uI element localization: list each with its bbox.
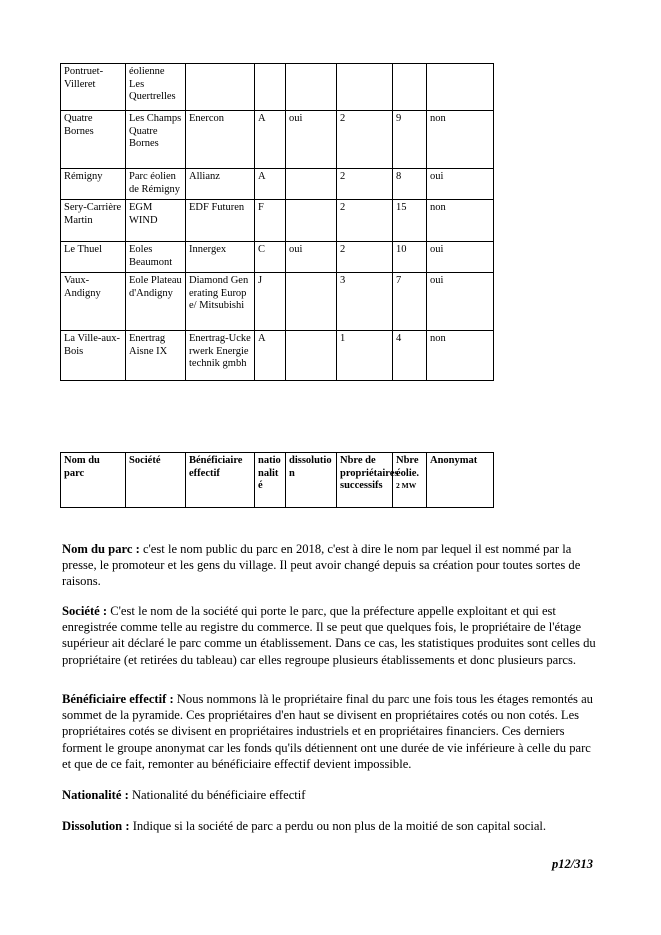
header-dissolution: dissolution [286, 453, 337, 508]
column-header-table [60, 452, 494, 508]
cell-nationalite: A [255, 169, 286, 200]
cell-eoliennes: 15 [393, 200, 427, 242]
cell-societe: EGM WIND [126, 200, 186, 242]
cell-societe: Eole Plateau d'Andigny [126, 273, 186, 331]
cell-beneficiaire: Allianz [186, 169, 255, 200]
page-number: p12/313 [552, 857, 593, 871]
cell-beneficiaire: Enercon [186, 111, 255, 169]
cell-dissolution [286, 273, 337, 331]
cell-nom: Pontruet-Villeret [61, 64, 126, 111]
header-societe: Société [126, 453, 186, 508]
cell-proprietaires: 2 [337, 242, 393, 273]
cell-anonymat: oui [427, 169, 494, 200]
cell-nom: Le Thuel [61, 242, 126, 273]
table-row [61, 64, 494, 111]
cell-beneficiaire: EDF Futuren [186, 200, 255, 242]
header-nationalite: nationalité [255, 453, 286, 508]
cell-anonymat: oui [427, 273, 494, 331]
cell-societe: Enertrag Aisne IX [126, 331, 186, 381]
cell-anonymat: oui [427, 242, 494, 273]
cell-beneficiaire: Enertrag-Uckerwerk Energietechnik gmbh [186, 331, 255, 381]
cell-proprietaires [337, 64, 393, 111]
definition-dissolution: Dissolution : Indique si la société de parc a perdu ou non plus de la moitié de son capital social. [62, 819, 547, 833]
cell-nationalite: J [255, 273, 286, 331]
wind-parks-table [60, 63, 494, 381]
table-row [61, 331, 494, 381]
cell-dissolution: oui [286, 111, 337, 169]
definition-nationalite: Nationalité : Nationalité du bénéficiaire effectif [62, 788, 306, 802]
definition-societe: Société : C'est le nom de la société qui porte le parc, que la préfecture appelle exploitant et qui est enregistrée comme telle au registre du commerce. Il se peut que quelques fois, le propriétaire de l'étage supérieur ait déclaré le parc comme un établissement. Dans ce cas, les statistiques produites sont celles du propriétaire (et retirées du tableau) car elles regroupe plusieurs établissements et donc plusieurs parcs. [62, 604, 596, 667]
cell-nom: Rémigny [61, 169, 126, 200]
header-eoliennes-label: Nbre éolie. [396, 455, 420, 479]
cell-dissolution [286, 169, 337, 200]
definition-nom-du-parc: Nom du parc : c'est le nom public du parc en 2018, c'est à dire le nom par lequel il est nommé par la presse, le promoteur et les gens du village. Il peut avoir changé depuis sa création pour toutes sortes de raisons. [62, 542, 581, 589]
header-eoliennes-unit: 2 MW [396, 481, 417, 490]
cell-eoliennes: 8 [393, 169, 427, 200]
cell-societe: éolienne Les Quertrelles [126, 64, 186, 111]
header-row [61, 453, 494, 508]
cell-eoliennes: 7 [393, 273, 427, 331]
definition-beneficiaire-effectif: Bénéficiaire effectif : Nous nommons là le propriétaire final du parc une fois tous les étages remontés au sommet de la pyramide. Ces propriétaires d'en haut se divisent en propriétaires cotés ou non cotés. Les propriétaires cotés se divisent en propriétaires industriels et en propriétaires financiers. Ces derniers forment le groupe anonymat car les fonds qu'ils détiennent ont une durée de vie inférieure à celle du parc et que de ce fait, remonter au bénéficiaire effectif devient impossible. [62, 692, 593, 771]
header-nom: Nom du parc [61, 453, 126, 508]
header-anonymat: Anonymat [427, 453, 494, 508]
table-row [61, 273, 494, 331]
header-eoliennes [393, 453, 427, 508]
cell-proprietaires: 1 [337, 331, 393, 381]
cell-societe: Parc éolien de Rémigny [126, 169, 186, 200]
header-beneficiaire: Bénéficiaire effectif [186, 453, 255, 508]
table-row [61, 111, 494, 169]
cell-dissolution [286, 331, 337, 381]
cell-nom: La Ville-aux-Bois [61, 331, 126, 381]
cell-nom: Quatre Bornes [61, 111, 126, 169]
table-row [61, 200, 494, 242]
cell-proprietaires: 2 [337, 169, 393, 200]
cell-anonymat: non [427, 331, 494, 381]
cell-dissolution [286, 64, 337, 111]
cell-anonymat: non [427, 200, 494, 242]
cell-nom: Sery-Carrière Martin [61, 200, 126, 242]
cell-dissolution [286, 200, 337, 242]
header-proprietaires: Nbre de propriétaires successifs [337, 453, 393, 508]
cell-proprietaires: 2 [337, 111, 393, 169]
cell-proprietaires: 3 [337, 273, 393, 331]
cell-nationalite: F [255, 200, 286, 242]
cell-dissolution: oui [286, 242, 337, 273]
cell-anonymat [427, 64, 494, 111]
cell-societe: Eoles Beaumont [126, 242, 186, 273]
table-row [61, 169, 494, 200]
cell-beneficiaire: Innergex [186, 242, 255, 273]
cell-eoliennes [393, 64, 427, 111]
cell-nationalite: C [255, 242, 286, 273]
cell-nationalite: A [255, 111, 286, 169]
cell-eoliennes: 9 [393, 111, 427, 169]
cell-eoliennes: 4 [393, 331, 427, 381]
cell-beneficiaire: Diamond Generating Europe/ Mitsubishi [186, 273, 255, 331]
cell-eoliennes: 10 [393, 242, 427, 273]
table-row [61, 242, 494, 273]
cell-proprietaires: 2 [337, 200, 393, 242]
cell-beneficiaire [186, 64, 255, 111]
cell-nom: Vaux-Andigny [61, 273, 126, 331]
cell-nationalite [255, 64, 286, 111]
cell-anonymat: non [427, 111, 494, 169]
cell-nationalite: A [255, 331, 286, 381]
cell-societe: Les Champs Quatre Bornes [126, 111, 186, 169]
